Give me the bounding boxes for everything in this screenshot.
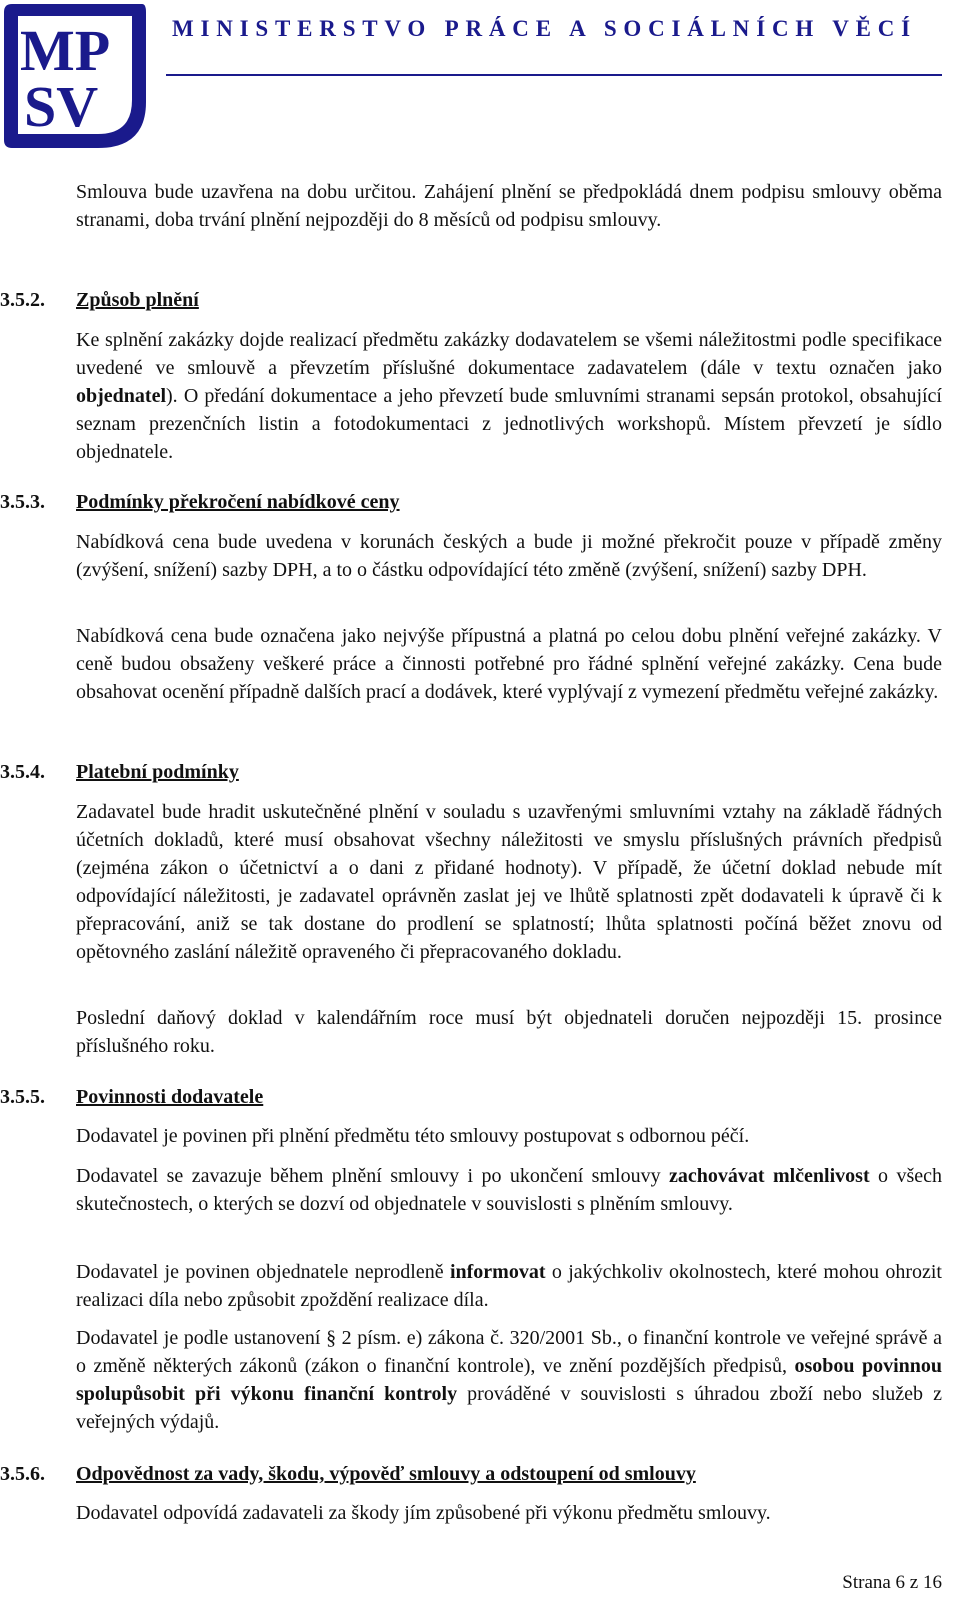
mpsv-logo: [2, 2, 148, 150]
svg-text:MP: MP: [20, 18, 111, 83]
paragraph: Dodavatel se zavazuje během plnění smlouvy i po ukončení smlouvy zachovávat mlčenlivost o všech skutečnostech, o kterých se dozví od objednatele v souvislosti s plněním smlouvy.: [76, 1165, 943, 1215]
section-title: Odpovědnost za vady, škodu, výpověď smlouvy a odstoupení od smlouvy: [76, 1463, 696, 1485]
paragraph: Dodavatel odpovídá zadavateli za škody jím způsobené při výkonu předmětu smlouvy.: [76, 1502, 771, 1524]
paragraph: Ke splnění zakázky dojde realizací předmětu zakázky dodavatelem se všemi náležitostmi podle specifikace uvedené ve smlouvě a převzetím příslušné dokumentace zadavatelem (dále v textu označen jako objednatel). O předání dokumentace a jeho převzetí bude smluvními stranami sepsán protokol, obsahující seznam prezenčních listin a fotodokumentaci z jednotlivých workshopů. Místem převzetí je sídlo objednatele.: [76, 329, 942, 463]
paragraph: Nabídková cena bude uvedena v korunách českých a bude ji možné překročit pouze v případě změny (zvýšení, snížení) sazby DPH, a to o částku odpovídající této změně (zvýšení, snížení) sazby DPH.: [76, 531, 942, 581]
section-title: Podmínky překročení nabídkové ceny: [76, 491, 400, 513]
header-rule: [166, 74, 942, 76]
page-number: Strana 6 z 16: [842, 1572, 942, 1593]
section-title: Způsob plnění: [76, 289, 199, 311]
paragraph: Dodavatel je povinen objednatele neprodleně informovat o jakýchkoliv okolnostech, které mohou ohrozit realizaci díla nebo způsobit zpoždění realizace díla.: [76, 1261, 942, 1311]
section-title: Povinnosti dodavatele: [76, 1086, 264, 1108]
intro-paragraph: Smlouva bude uzavřena na dobu určitou. Zahájení plnění se předpokládá dnem podpisu smlouvy oběma stranami, doba trvání plnění nejpozději do 8 měsíců od podpisu smlouvy.: [76, 181, 942, 231]
section-number: 3.5.5.: [0, 1086, 45, 1108]
paragraph: Nabídková cena bude označena jako nejvýše přípustná a platná po celou dobu plnění veřejné zakázky. V ceně budou obsaženy veškeré práce a činnosti potřebné pro řádné splnění veřejné zakázky. Cena bude obsahovat ocenění případně dalších prací a dodávek, které vyplývají z vymezení předmětu veřejné zakázky.: [76, 625, 942, 703]
paragraph: Dodavatel je podle ustanovení § 2 písm. e) zákona č. 320/2001 Sb., o finanční kontrole ve veřejné správě a o změně některých zákonů (zákon o finanční kontrole), ve znění pozdějších předpisů, osobou povinnou spolupůsobit při výkonu finanční kontroly prováděné v souvislosti s úhradou zboží nebo služeb z veřejných výdajů.: [76, 1327, 942, 1433]
paragraph: Dodavatel je povinen při plnění předmětu této smlouvy postupovat s odbornou péčí.: [76, 1125, 750, 1147]
svg-text:SV: SV: [24, 74, 99, 139]
paragraph: Poslední daňový doklad v kalendářním roce musí být objednateli doručen nejpozději 15. prosince příslušného roku.: [76, 1007, 942, 1057]
section-number: 3.5.6.: [0, 1463, 45, 1485]
section-number: 3.5.3.: [0, 491, 45, 513]
ministry-title: MINISTERSTVO PRÁCE A SOCIÁLNÍCH VĚCÍ: [172, 16, 917, 41]
section-title: Platební podmínky: [76, 761, 239, 783]
section-number: 3.5.2.: [0, 289, 45, 311]
section-number: 3.5.4.: [0, 761, 45, 783]
paragraph: Zadavatel bude hradit uskutečněné plnění v souladu s uzavřenými smluvními vztahy na základě řádných účetních dokladů, které musí obsahovat všechny náležitosti ve smyslu příslušných právních předpisů (zejména zákon o účetnictví a o dani z přidané hodnoty). V případě, že účetní doklad nebude mít odpovídající náležitosti, je zadavatel oprávněn zaslat jej ve lhůtě splatnosti zpět dodavateli k úpravě či k přepracování, aniž se tak dostane do prodlení se splatností; lhůta splatnosti počíná běžet znovu od opětovného zaslání náležitě opraveného či přepracovaného dokladu.: [76, 801, 942, 963]
